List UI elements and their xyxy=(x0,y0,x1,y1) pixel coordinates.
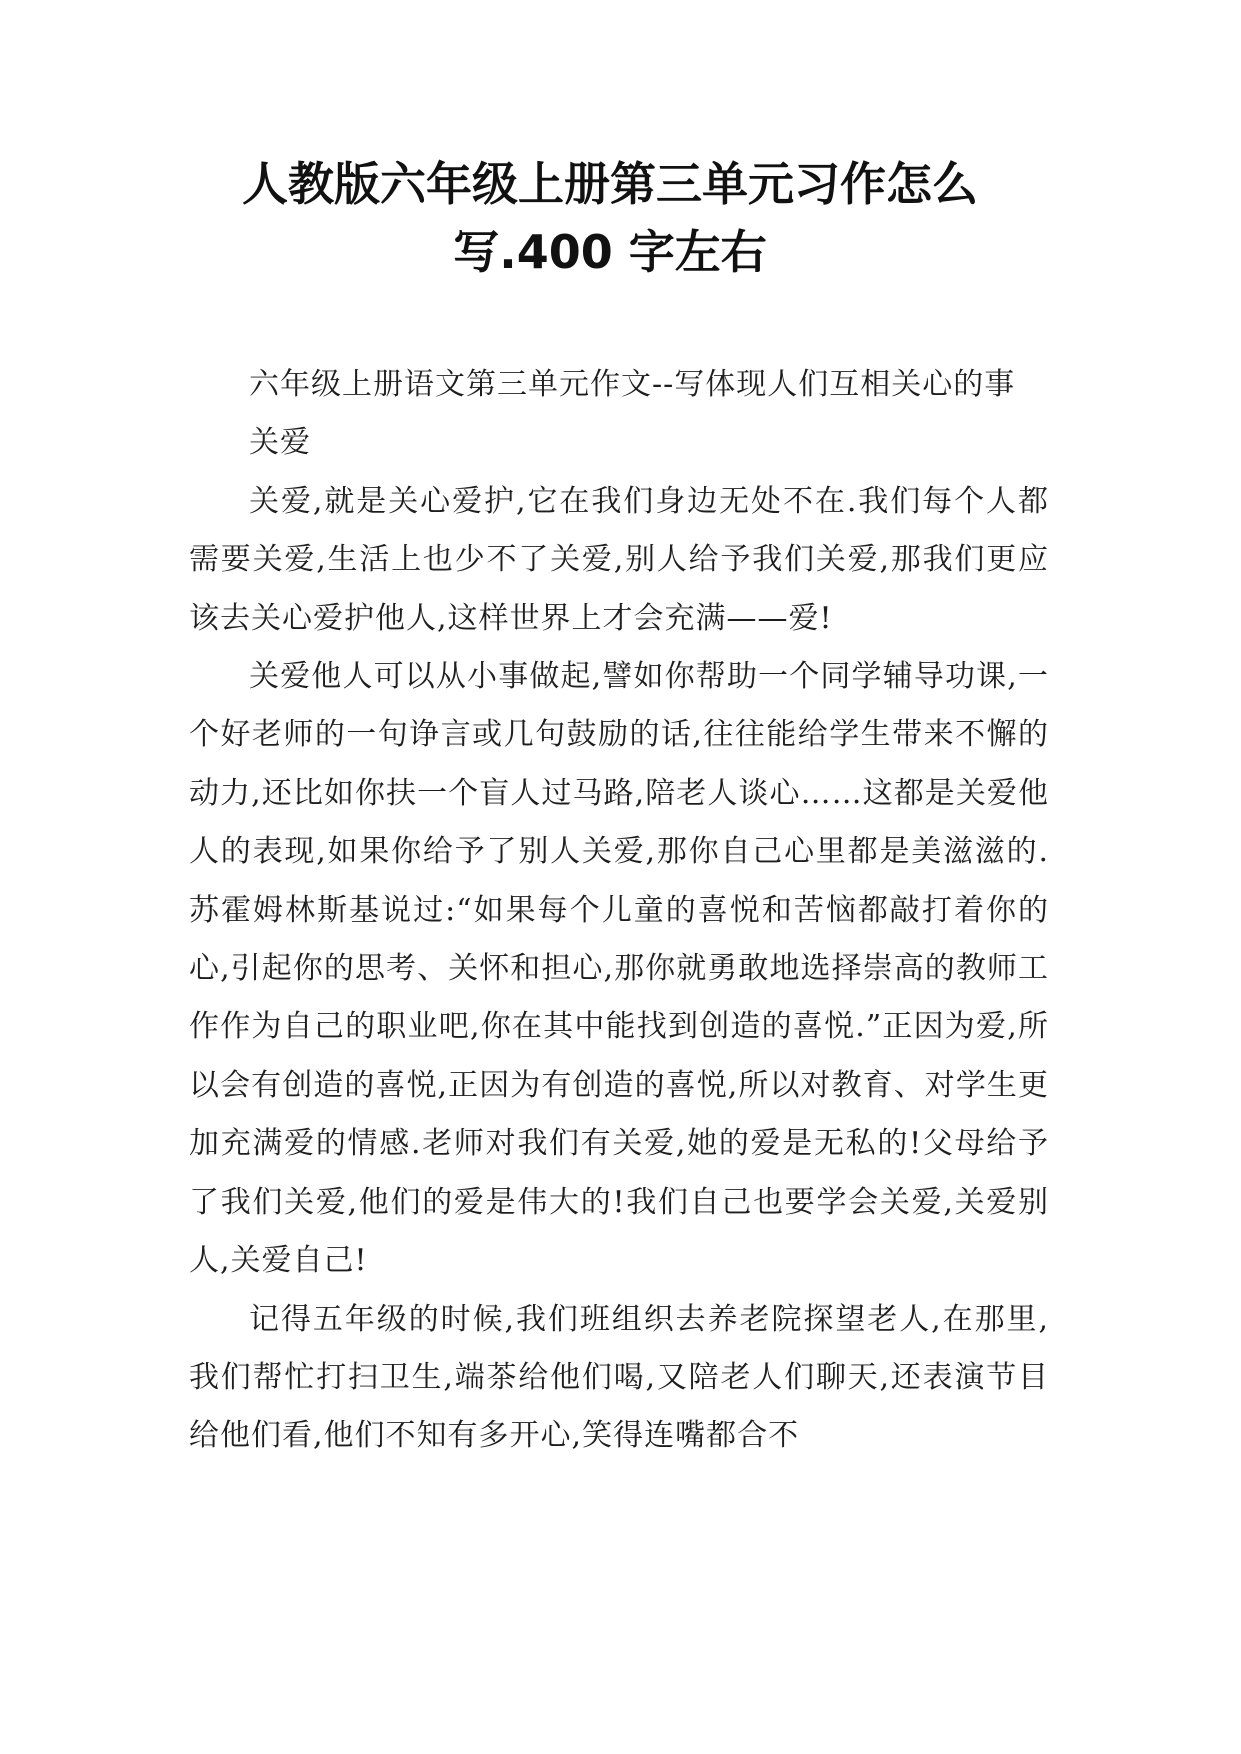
paragraph: 记得五年级的时候,我们班组织去养老院探望老人,在那里,我们帮忙打扫卫生,端茶给他们喝,又陪老人们聊天,还表演节目给他们看,他们不知有多开心,笑得连嘴都合不 xyxy=(189,1301,1049,1454)
document-title xyxy=(150,150,1070,286)
paragraph-heading: 关爱 xyxy=(249,425,311,461)
paragraph-subtitle: 六年级上册语文第三单元作文--写体现人们互相关心的事 xyxy=(249,367,1016,402)
paragraph: 关爱,就是关心爱护,它在我们身边无处不在.我们每个人都需要关爱,生活上也少不了关爱,别人给予我们关爱,那我们更应该去关心爱护他人,这样世界上才会充满——爱! xyxy=(189,483,1049,636)
title-line-1: 人教版六年级上册第三单元习作怎么 xyxy=(242,157,978,211)
title-line-2: 写.400 字左右 xyxy=(453,225,767,279)
paragraph: 关爱他人可以从小事做起,譬如你帮助一个同学辅导功课,一个好老师的一句诤言或几句鼓励的话,往往能给学生带来不懈的动力,还比如你扶一个盲人过马路,陪老人谈心……这都是关爱他人的表现,如果你给予了别人关爱,那你自己心里都是美滋滋的.苏霍姆林斯基说过:“如果每个儿童的喜悦和苦恼都敲打着你的心,引起你的思考、关怀和担心,那你就勇敢地选择崇高的教师工作作为自己的职业吧,你在其中能找到创造的喜悦.”正因为爱,所以会有创造的喜悦,正因为有创造的喜悦,所以对教育、对学生更加充满爱的情感.老师对我们有关爱,她的爱是无私的!父母给予了我们关爱,他们的爱是伟大的!我们自己也要学会关爱,关爱别人,关爱自己! xyxy=(189,659,1049,1279)
document-body xyxy=(189,356,1049,1466)
